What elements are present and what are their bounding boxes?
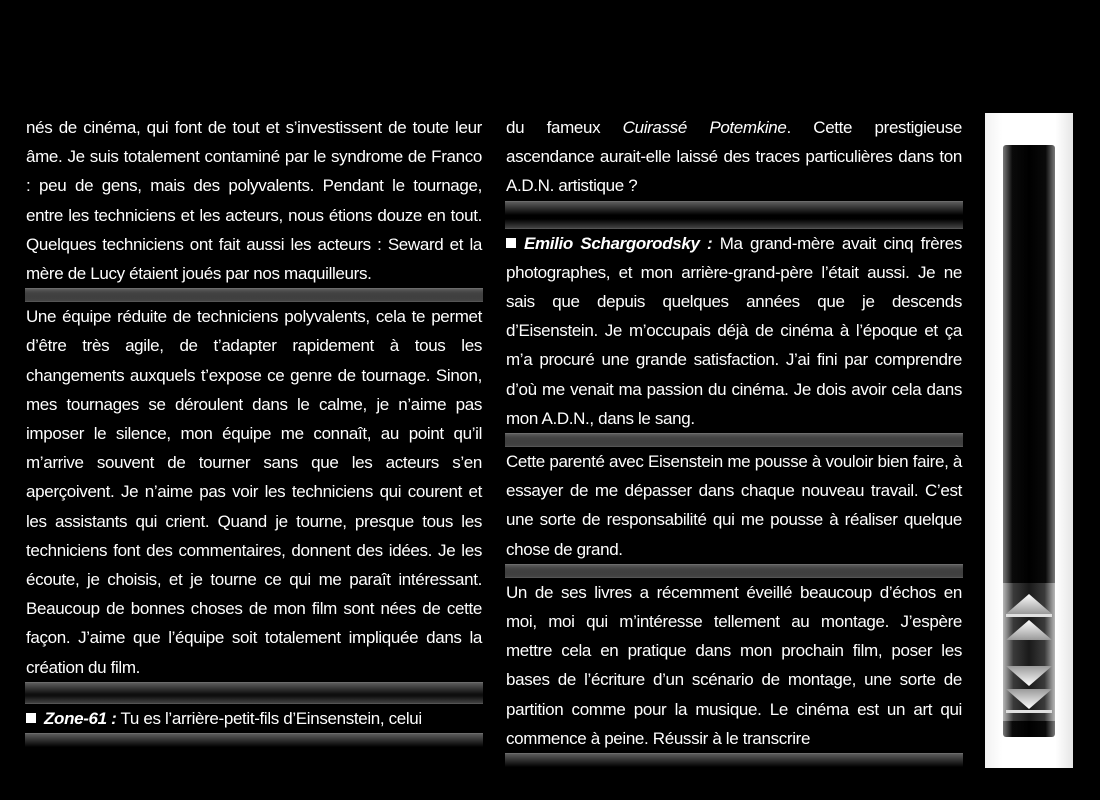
page-down-icon[interactable]: [1003, 687, 1055, 715]
right-text-column: [505, 113, 963, 768]
interviewer-label: Zone-61 :: [44, 708, 117, 728]
text-block: [505, 113, 963, 201]
paragraph: [505, 113, 963, 201]
interviewee-label: Emilio Schargorodsky :: [524, 233, 713, 253]
page-up-icon[interactable]: [1003, 591, 1055, 619]
text-block: [25, 704, 483, 733]
answer-paragraph: [505, 229, 963, 433]
film-title: Cuirassé Potemkine: [622, 118, 787, 137]
text-run: . Cette prestigieuse ascendance aurait-elle laissé des traces particulières dans ton A.D.N. artistique ?: [506, 118, 963, 196]
left-text-column: [25, 113, 483, 768]
paragraph: nés de cinéma, qui font de tout et s’investissent de toute leur âme. Je suis totalement contaminé par le syndrome de Franco : peu de gens, mais des polyvalents. Pendant le tournage, entre les techniciens et les acteurs, nous étions douze en tout. Quelques techniciens ont fait aussi les acteurs : Seward et la mère de Lucy étaient joués par nos maquilleurs.: [26, 118, 482, 284]
text-block: [505, 229, 963, 433]
square-bullet-icon: [26, 713, 36, 723]
square-bullet-icon: [506, 238, 516, 248]
question-paragraph: [25, 704, 483, 733]
text-block: [505, 578, 963, 753]
text-run: du fameux: [506, 118, 623, 137]
vertical-scrollbar[interactable]: [985, 113, 1073, 768]
answer-text: Ma grand-mère avait cinq frères photographes, et mon arrière-grand-père l’était aussi. Je ne sais que depuis quelques années que je descends d’Eisenstein. Je m’occupais déjà de cinéma à l’époque et ça m’a procuré une grande satisfaction. J’ai fini par comprendre d’où me venait ma passion du cinéma. Je dois avoir cela dans mon A.D.N., dans le sang.: [506, 233, 962, 428]
question-text: Tu es l’arrière-petit-fils d’Einsenstein, celui: [116, 708, 422, 728]
paragraph: Un de ses livres a récemment éveillé beaucoup d’échos en moi, moi qui m’intéresse tellement au montage. J’espère mettre cela en pratique dans mon prochain film, poser les bases de l’écriture d’un scénario de montage, une sorte de partition comme pour la musique. Le cinéma est un art qui commence à peine. Réussir à le transcrire: [506, 582, 962, 748]
line-up-icon[interactable]: [1003, 617, 1055, 645]
paragraph: Cette parenté avec Eisenstein me pousse à vouloir bien faire, à essayer de me dépasser dans chaque nouveau travail. C’est une sorte de responsabilité qui me pousse à réaliser quelque chose de grand.: [506, 452, 962, 559]
line-down-icon[interactable]: [1003, 661, 1055, 689]
text-block: [505, 447, 963, 564]
text-block: [25, 113, 483, 288]
paragraph: Une équipe réduite de techniciens polyvalents, cela te permet d’être très agile, de t’adapter rapidement à tous les changements auxquels t’expose ce genre de tournage. Sinon, mes tournages se déroulent dans le calme, je n’aime pas imposer le silence, mon équipe me connaît, au point qu’il m’arrive souvent de tourner sans que les acteurs s’en aperçoivent. Je n’aime pas voir les techniciens qui courent et les assistants qui crient. Quand je tourne, presque tous les techniciens font des commentaires, donnent des idées. Je les écoute, je choisis, et je tourne ce qui me paraît intéressant. Beaucoup de bonnes choses de mon film sont nées de cette façon. J’aime que l’équipe soit totalement impliquée dans la création du film.: [26, 307, 482, 677]
text-block: [25, 302, 483, 682]
